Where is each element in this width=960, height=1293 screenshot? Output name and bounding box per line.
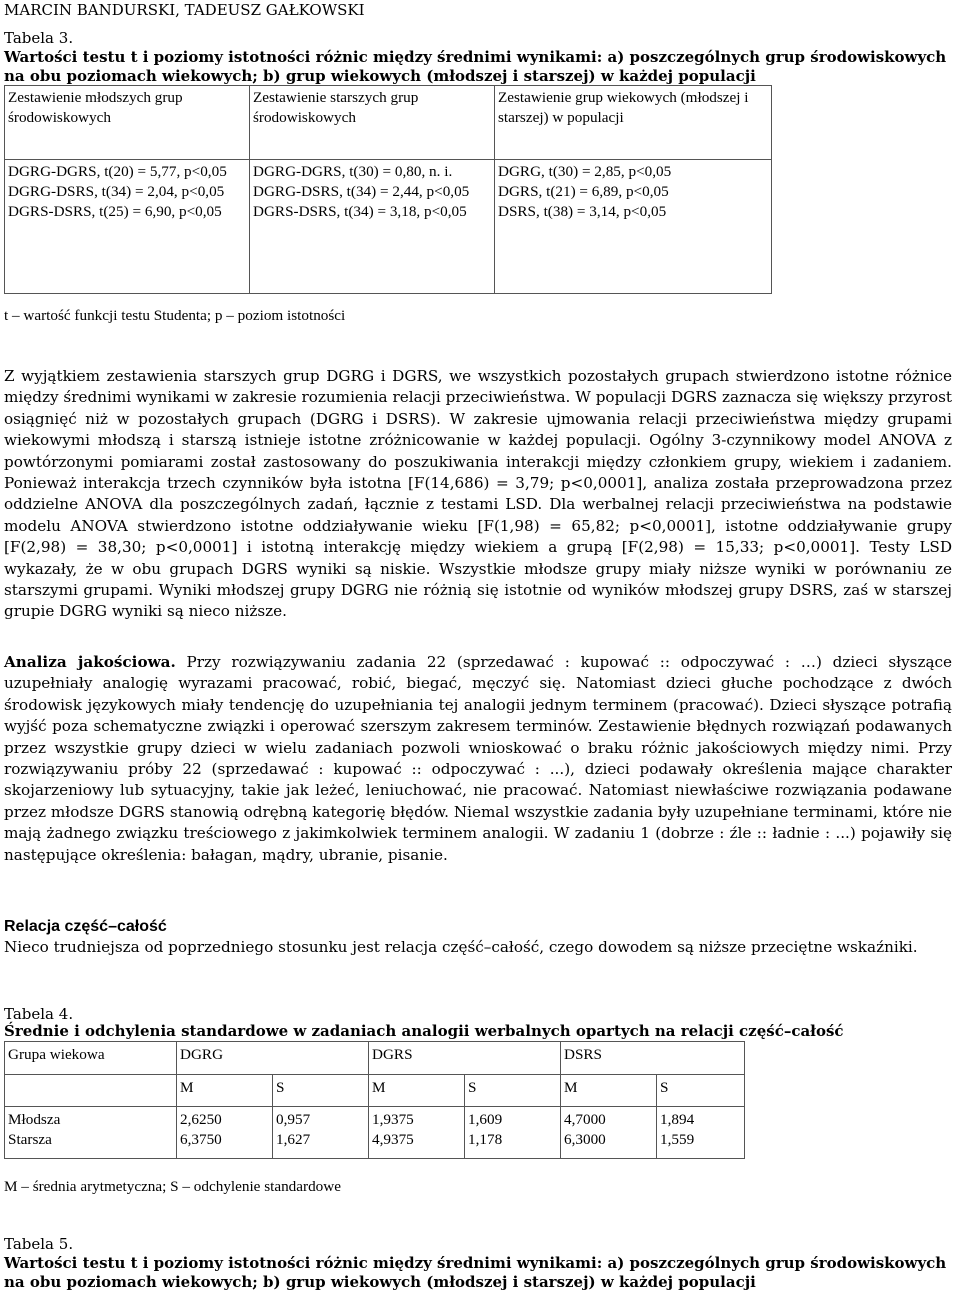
table4-group-name: DGRG [177,1042,369,1075]
table3-note: t – wartość funkcji testu Studenta; p – poziom istotności [4,307,346,324]
table5-label: Tabela 5. [4,1235,74,1253]
table4-value-cell [561,1107,657,1159]
table4-value: 6,3000 [564,1131,606,1148]
table3-entry: DGRG-DSRS, t(34) = 2,04, p<0,05 [8,183,225,200]
table4-stat-header: M [177,1075,273,1107]
table4-value-cell [369,1107,465,1159]
body-paragraph-2 [4,652,952,866]
table3-entry: DGRG-DGRS, t(30) = 0,80, n. i. [253,163,453,180]
table3-cell-young [5,160,250,294]
table4-stat-header: M [369,1075,465,1107]
table4-row-labels [5,1107,177,1159]
table3-entry: DGRG-DGRS, t(20) = 5,77, p<0,05 [8,163,227,180]
table3-entry: DGRG, t(30) = 2,85, p<0,05 [498,163,672,180]
table4-value: 1,9375 [372,1111,414,1128]
table3-header-cell: Zestawienie młodszych grup środowiskowych [5,86,250,160]
table4-value-cell [465,1107,561,1159]
table3-entry: DSRS, t(38) = 3,14, p<0,05 [498,203,667,220]
table4-label: Tabela 4. [4,1005,74,1023]
section-title: Relacja część–całość [4,918,167,935]
table4-group-name: DSRS [561,1042,745,1075]
table3-cell-old [250,160,495,294]
table4-value: 1,178 [468,1131,503,1148]
table3-label: Tabela 3. [4,29,74,47]
table4-value: 1,559 [660,1131,695,1148]
table3-entry: DGRS-DSRS, t(25) = 6,90, p<0,05 [8,203,222,220]
table3-caption: Wartości testu t i poziomy istotności różnic między średnimi wynikami: a) poszczególnych grup środowiskowych na obu poziomach wiekowych; b) grup wiekowych (młodszej i starszej) w każdej populacji [4,48,947,85]
table4-value: 2,6250 [180,1111,222,1128]
table4-row-label: Młodsza [8,1111,61,1128]
body-paragraph-2-text: Przy rozwiązywaniu zadania 22 (sprzedawać : kupować :: odpoczywać : …) dzieci słyszące uzupełniały analogię wyrazami pracować, robić, biegać, męczyć się. Natomiast dzieci głuche pochodzące z dwóch środowisk językowych miały tendencję do uzupełniania tej analogii jednym terminem (pracować). Dzieci słyszące potrafią wyjść poza schematyczne związki i operować szerszym zakresem terminów. Zestawienie błędnych rozwiązań podawanych przez wszystkie grupy dzieci w wielu zadaniach pozwoli wnioskować o braku różnic jakościowych między nimi. Przy rozwiązywaniu próby 22 (sprzedawać : kupować :: odpoczywać : ...), dzieci podawały określenia mające charakter skojarzeniowy lub sytuacyjny, takie jak leżeć, leniuchować, nie pracować. Natomiast niewłaściwe rozwiązania podawane przez młodsze DGRS stanowią odrębną kategorię błędów. Niemal wszystkie zadania były uzupełniane terminami, które nie mają żadnego związku treściowego z jakimkolwiek terminem analogii. W zadaniu 1 (dobrze : źle :: ładnie : ...) pojawiły się następujące określenia: bałagan, mądry, ubranie, pisanie. [4,653,952,864]
table4-value: 1,627 [276,1131,311,1148]
table4-value: 1,609 [468,1111,503,1128]
body-paragraph-3: Nieco trudniejsza od poprzedniego stosunku jest relacja część–całość, czego dowodem są niższe przeciętne wskaźniki. [4,938,918,956]
table4-stat-header: M [561,1075,657,1107]
table4-value: 6,3750 [180,1131,222,1148]
table4-row-label: Starsza [8,1131,52,1148]
table3-header-cell: Zestawienie grup wiekowych (młodszej i starszej) w populacji [495,86,772,160]
qualitative-analysis-lead: Analiza jakościowa. [4,653,176,671]
table4-caption: Średnie i odchylenia standardowe w zadaniach analogii werbalnych opartych na relacji część–całość [4,1022,844,1040]
table4-group-header: Grupa wiekowa [5,1042,177,1075]
table4-empty-cell [5,1075,177,1107]
table4-value: 1,894 [660,1111,695,1128]
body-paragraph-1: Z wyjątkiem zestawienia starszych grup DGRG i DGRS, we wszystkich pozostałych grupach stwierdzono istotne różnice między średnimi wynikami w zakresie rozumienia relacji przeciwieństwa. W populacji DGRS zaznacza się większy przyrost osiągnięć niż w pozostałych grupach (DGRG i DSRS). W zakresie ujmowania relacji przeciwieństwa między grupami wiekowymi młodszą i starszą istnieje istotne zróżnicowanie w każdej populacji. Ogólny 3-czynnikowy model ANOVA z powtórzonymi pomiarami został zastosowany do poszukiwania interakcji między członkiem grupy, wiekiem i zadaniem. Ponieważ interakcja trzech czynników była istotna [F(14,686) = 3,79; p<0,0001], analiza została przeprowadzona przez oddzielne ANOVA dla poszczególnych zadań, łącznie z testami LSD. Dla werbalnej relacji przeciwieństwa na podstawie modelu ANOVA stwierdzono istotne oddziaływanie wieku [F(1,98) = 65,82; p<0,0001], istotne oddziaływanie grupy [F(2,98) = 38,30; p<0,0001] i istotną interakcję między wiekiem a grupą [F(2,98) = 15,33; p<0,0001]. Testy LSD wykazały, że w obu grupach DGRS wyniki są niskie. Wszystkie młodsze grupy miały niższe wyniki w porównaniu ze starszymi grupami. Wyniki młodszej grupy DGRG nie różnią się istotnie od wyników młodszej grupy DSRS, zaś w starszej grupie DGRG wyniki są nieco niższe. [4,367,952,621]
table4-value-cell [273,1107,369,1159]
table3-cell-age [495,160,772,294]
running-header: MARCIN BANDURSKI, TADEUSZ GAŁKOWSKI [4,1,365,19]
table4-value: 4,9375 [372,1131,414,1148]
table4-value: 0,957 [276,1111,311,1128]
table3-entry: DGRS, t(21) = 6,89, p<0,05 [498,183,669,200]
table3-entry: DGRS-DSRS, t(34) = 3,18, p<0,05 [253,203,467,220]
table4-stat-header: S [657,1075,745,1107]
table4-value: 4,7000 [564,1111,606,1128]
table3 [4,85,772,294]
table4-note: M – średnia arytmetyczna; S – odchylenie standardowe [4,1178,341,1195]
table4-value-cell [657,1107,745,1159]
table5-caption: Wartości testu t i poziomy istotności różnic między średnimi wynikami: a) poszczególnych grup środowiskowych na obu poziomach wiekowych; b) grup wiekowych (młodszej i starszej) w każdej populacji [4,1254,947,1291]
table4-stat-header: S [465,1075,561,1107]
table4 [4,1041,745,1159]
table4-stat-header: S [273,1075,369,1107]
table4-value-cell [177,1107,273,1159]
table3-entry: DGRG-DSRS, t(34) = 2,44, p<0,05 [253,183,470,200]
table3-header-cell: Zestawienie starszych grup środowiskowych [250,86,495,160]
table4-group-name: DGRS [369,1042,561,1075]
